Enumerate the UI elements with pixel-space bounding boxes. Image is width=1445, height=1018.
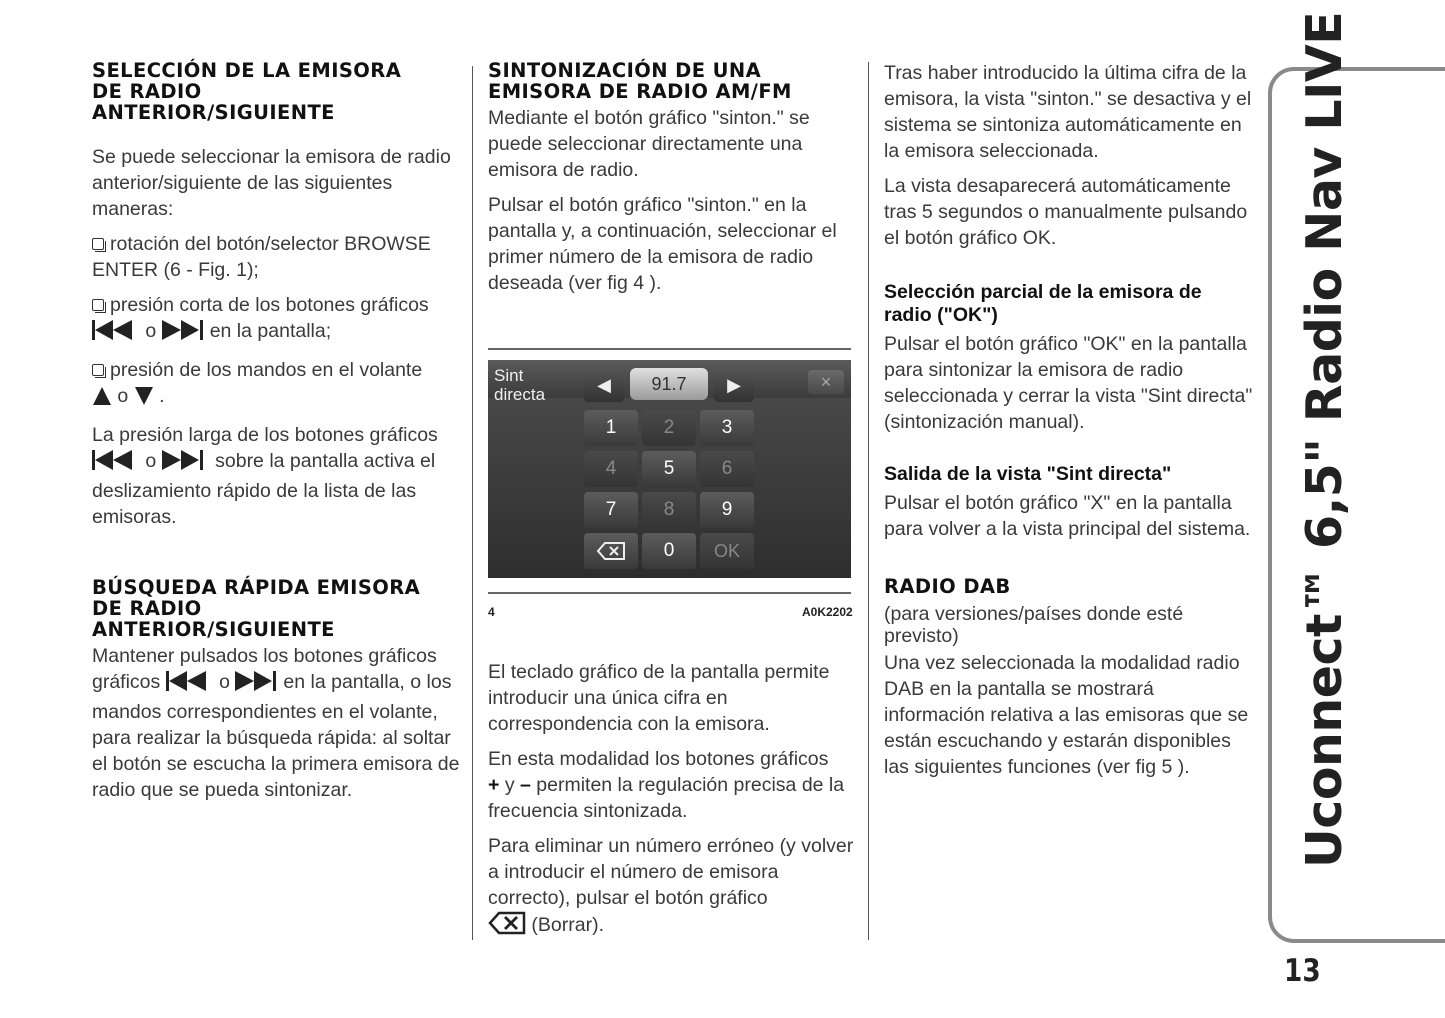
backspace-icon — [488, 911, 526, 942]
bullet-item: presión corta de los botones gráficos o en la pantalla; — [92, 292, 460, 348]
column-2 — [488, 60, 856, 296]
tune-up-button[interactable]: ▶ — [714, 368, 754, 402]
bullet-item: presión de los mandos en el volante o . — [92, 357, 460, 413]
up-triangle-icon — [92, 386, 112, 413]
key-5[interactable]: 5 — [642, 451, 696, 487]
paragraph: En esta modalidad los botones gráficos + y – permiten la regulación precisa de la frecuencia sintonizada. — [488, 748, 845, 822]
column-divider-1 — [472, 66, 473, 940]
heading-sintonizacion: SINTONIZACIÓN DE UNA EMISORA DE RADIO AM/FM — [488, 59, 792, 103]
figure-4-screen — [488, 348, 851, 594]
paragraph: Se puede seleccionar la emisora de radio anterior/siguiente de las siguientes maneras: — [92, 146, 451, 220]
key-3[interactable]: 3 — [700, 410, 754, 446]
key-6[interactable]: 6 — [700, 451, 754, 487]
key-1[interactable]: 1 — [584, 410, 638, 446]
subheading-salida: Salida de la vista "Sint directa" — [884, 463, 1172, 485]
key-0[interactable]: 0 — [642, 533, 696, 569]
checkbox-bullet-icon — [92, 299, 104, 311]
key-9[interactable]: 9 — [700, 492, 754, 528]
paragraph: La presión larga de los botones gráficos o sobre la pantalla activa el deslizamiento rápido de la lista de las emisoras. — [92, 424, 438, 528]
previous-track-icon — [166, 670, 214, 699]
side-tab-title: Uconnect™ 6,5" Radio Nav LIVE — [1296, 11, 1353, 868]
key-4[interactable]: 4 — [584, 451, 638, 487]
down-triangle-icon — [134, 386, 154, 413]
paragraph: Mantener pulsados los botones gráficos gráficos o en la pantalla, o los mandos correspondientes en el volante, para realizar la búsqueda rápida: al soltar el botón se escucha la primera emisora de radio que se pueda sintonizar. — [92, 645, 460, 801]
paragraph: Una vez seleccionada la modalidad radio DAB en la pantalla se mostrará información relativa a las emisoras que se están escuchando y estarán disponibles las siguientes funciones (ver fig 5 ). — [884, 652, 1249, 778]
figure-code: A0K2202 — [802, 605, 853, 619]
checkbox-bullet-icon — [92, 364, 104, 376]
paragraph: Tras haber introducido la última cifra de la emisora, la vista "sinton." se desactiva y el sistema se sintoniza automáticamente en la emisora seleccionada. — [884, 62, 1252, 162]
close-button[interactable]: × — [808, 370, 844, 394]
column-3 — [884, 60, 1254, 780]
heading-busqueda: BÚSQUEDA RÁPIDA EMISORA DE RADIO ANTERIOR/SIGUIENTE — [92, 576, 421, 641]
heading-radio-dab: RADIO DAB — [884, 575, 1011, 598]
figure-number: 4 — [488, 605, 495, 619]
previous-track-icon — [92, 449, 140, 478]
heading-seleccion: SELECCIÓN DE LA EMISORA DE RADIO ANTERIOR/SIGUIENTE — [92, 59, 402, 124]
column-2-lower — [488, 659, 856, 942]
next-track-icon — [162, 449, 210, 478]
screen — [488, 360, 851, 578]
key-7[interactable]: 7 — [584, 492, 638, 528]
tune-down-button[interactable]: ◀ — [584, 368, 624, 402]
paragraph: Para eliminar un número erróneo (y volver a introducir el número de emisora correcto), pulsar el botón gráfico (Borrar). — [488, 833, 856, 942]
key-8[interactable]: 8 — [642, 492, 696, 528]
graficos-word: gráficos — [92, 671, 161, 693]
checkbox-bullet-icon — [92, 238, 104, 250]
side-tab-frame — [1268, 11, 1445, 943]
bullet-item: rotación del botón/selector BROWSE ENTER (6 - Fig. 1); — [92, 233, 431, 281]
page-number: 13 — [1284, 953, 1321, 989]
backspace-key[interactable] — [584, 533, 638, 569]
column-divider-2 — [868, 62, 869, 940]
screen-title: Sint directa — [494, 366, 546, 404]
frequency-display: 91.7 — [630, 368, 708, 400]
key-2[interactable]: 2 — [642, 410, 696, 446]
paragraph: Pulsar el botón gráfico "OK" en la pantalla para sintonizar la emisora de radio seleccionada y cerrar la vista "Sint directa" (sintonización manual). — [884, 333, 1253, 433]
paragraph: La vista desaparecerá automáticamente tras 5 segundos o manualmente pulsando el botón gráfico OK. — [884, 175, 1248, 249]
ok-key[interactable]: OK — [700, 533, 754, 569]
next-track-icon — [235, 670, 283, 699]
subheading-seleccion-parcial: Selección parcial de la emisora de radio ("OK") — [884, 281, 1202, 326]
paragraph: (para versiones/países donde esté previsto) — [884, 603, 1184, 647]
paragraph: Pulsar el botón gráfico "X" en la pantalla para volver a la vista principal del sistema. — [884, 492, 1251, 540]
previous-track-icon — [92, 319, 140, 348]
next-track-icon — [162, 319, 210, 348]
paragraph: Pulsar el botón gráfico "sinton." en la pantalla y, a continuación, seleccionar el primer número de la emisora de radio deseada (ver fig 4 ). — [488, 194, 837, 294]
paragraph: El teclado gráfico de la pantalla permite introducir una única cifra en correspondencia con la emisora. — [488, 661, 830, 735]
backspace-icon — [584, 533, 638, 569]
column-1 — [92, 60, 460, 803]
paragraph: Mediante el botón gráfico "sinton." se puede seleccionar directamente una emisora de radio. — [488, 107, 810, 181]
